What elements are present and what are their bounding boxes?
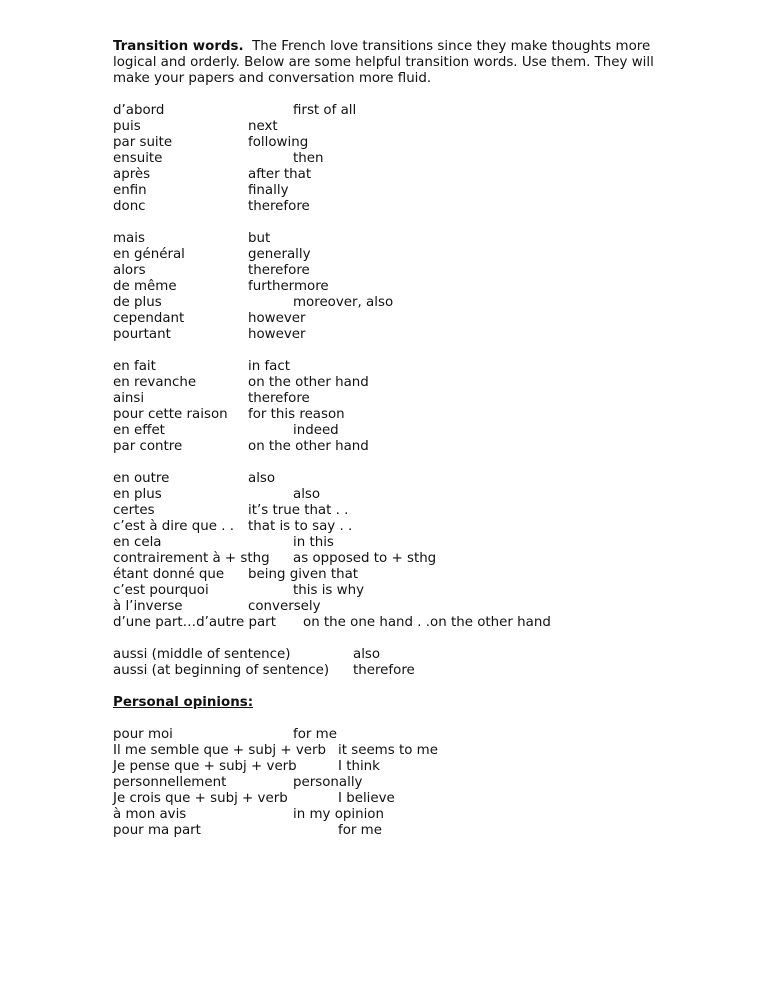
transition-row (113, 199, 673, 215)
transition-row (113, 583, 673, 599)
french-term: en cela (113, 535, 162, 550)
transition-row (113, 151, 673, 167)
english-translation: therefore (248, 263, 310, 278)
french-term: personnellement (113, 775, 227, 790)
opinion-row (113, 759, 673, 775)
vocabulary-lists (113, 103, 673, 839)
english-translation: but (248, 231, 271, 246)
english-translation: for me (293, 727, 337, 742)
opinion-row (113, 823, 673, 839)
english-translation: for me (338, 823, 382, 838)
transition-row (113, 327, 673, 343)
transition-row (113, 375, 673, 391)
transition-row (113, 423, 673, 439)
french-term: cependant (113, 311, 185, 326)
english-translation: therefore (248, 391, 310, 406)
english-translation: indeed (293, 423, 339, 438)
french-term: à l’inverse (113, 599, 183, 614)
english-translation: I believe (338, 791, 395, 806)
french-term: alors (113, 263, 146, 278)
french-term: de plus (113, 295, 162, 310)
transition-row (113, 663, 673, 679)
french-term: c’est à dire que . . (113, 519, 234, 534)
french-term: en outre (113, 471, 170, 486)
opinion-row (113, 807, 673, 823)
french-term: en général (113, 247, 185, 262)
transition-row (113, 311, 673, 327)
french-term: pour ma part (113, 823, 201, 838)
english-translation: being given that (248, 567, 359, 582)
english-translation: for this reason (248, 407, 345, 422)
english-translation: I think (338, 759, 380, 774)
transition-row (113, 503, 673, 519)
english-translation: then (293, 151, 324, 166)
english-translation: moreover, also (293, 295, 394, 310)
english-translation: on the other hand (248, 439, 369, 454)
transition-row (113, 615, 673, 631)
english-translation: as opposed to + sthg (293, 551, 437, 566)
english-translation: following (248, 135, 309, 150)
french-term: enfin (113, 183, 147, 198)
french-term: en effet (113, 423, 165, 438)
english-translation: first of all (293, 103, 357, 118)
transition-row (113, 647, 673, 663)
opinion-row (113, 727, 673, 743)
transition-row (113, 119, 673, 135)
intro-text: The French love transitions since they make thoughts more logical and orderly. Below are some helpful transition words. Use them. They will make your papers and conversation more fluid. (113, 39, 654, 86)
french-term: en revanche (113, 375, 197, 390)
transition-row (113, 231, 673, 247)
english-translation: on the other hand (248, 375, 369, 390)
opinion-row (113, 775, 673, 791)
french-term: par contre (113, 439, 183, 454)
transition-row (113, 183, 673, 199)
french-term: aussi (at beginning of sentence) (113, 663, 330, 678)
document-body (113, 39, 673, 839)
french-term: de même (113, 279, 177, 294)
transition-row (113, 407, 673, 423)
english-translation: however (248, 311, 306, 326)
english-translation: next (248, 119, 278, 134)
transition-row (113, 359, 673, 375)
english-translation: also (248, 471, 276, 486)
english-translation: therefore (353, 663, 415, 678)
english-translation: in this (293, 535, 334, 550)
english-translation: personally (293, 775, 363, 790)
french-term: à mon avis (113, 807, 187, 822)
english-translation: however (248, 327, 306, 342)
french-term: ainsi (113, 391, 145, 406)
english-translation: this is why (293, 583, 365, 598)
french-term: puis (113, 119, 141, 134)
english-translation: after that (248, 167, 312, 182)
transition-row (113, 519, 673, 535)
transition-row (113, 599, 673, 615)
english-translation: also (293, 487, 321, 502)
english-translation: also (353, 647, 381, 662)
transition-row (113, 551, 673, 567)
french-term: d’abord (113, 103, 165, 118)
french-term: Je crois que + subj + verb (113, 791, 288, 806)
english-translation: on the one hand . .on the other hand (303, 615, 551, 630)
english-translation: it seems to me (338, 743, 438, 758)
french-term: pourtant (113, 327, 171, 342)
french-term: pour cette raison (113, 407, 228, 422)
intro-paragraph (113, 39, 673, 87)
transition-row (113, 471, 673, 487)
transition-row (113, 279, 673, 295)
transition-row (113, 391, 673, 407)
transition-row (113, 535, 673, 551)
transition-row (113, 103, 673, 119)
french-term: certes (113, 503, 155, 518)
transition-row (113, 487, 673, 503)
english-translation: it’s true that . . (248, 503, 349, 518)
transition-row (113, 439, 673, 455)
transition-row (113, 567, 673, 583)
french-term: d’une part…d’autre part (113, 615, 276, 630)
french-term: après (113, 167, 151, 182)
english-translation: therefore (248, 199, 310, 214)
intro-title: Transition words. (113, 39, 244, 54)
english-translation: furthermore (248, 279, 329, 294)
french-term: donc (113, 199, 146, 214)
transition-row (113, 167, 673, 183)
french-term: par suite (113, 135, 173, 150)
transition-row (113, 247, 673, 263)
transition-row (113, 135, 673, 151)
opinion-row (113, 743, 673, 759)
french-term: étant donné que (113, 567, 225, 582)
opinions-heading: Personal opinions: (113, 695, 254, 710)
english-translation: in fact (248, 359, 290, 374)
french-term: en fait (113, 359, 156, 374)
french-term: contrairement à + sthg (113, 551, 270, 566)
french-term: aussi (middle of sentence) (113, 647, 291, 662)
french-term: Je pense que + subj + verb (113, 759, 297, 774)
english-translation: generally (248, 247, 311, 262)
english-translation: finally (248, 183, 289, 198)
french-term: mais (113, 231, 145, 246)
french-term: pour moi (113, 727, 173, 742)
french-term: en plus (113, 487, 162, 502)
french-term: c’est pourquoi (113, 583, 209, 598)
english-translation: conversely (248, 599, 321, 614)
opinion-row (113, 791, 673, 807)
english-translation: that is to say . . (248, 519, 353, 534)
transition-row (113, 263, 673, 279)
english-translation: in my opinion (293, 807, 384, 822)
transition-row (113, 295, 673, 311)
french-term: Il me semble que + subj + verb (113, 743, 326, 758)
french-term: ensuite (113, 151, 163, 166)
